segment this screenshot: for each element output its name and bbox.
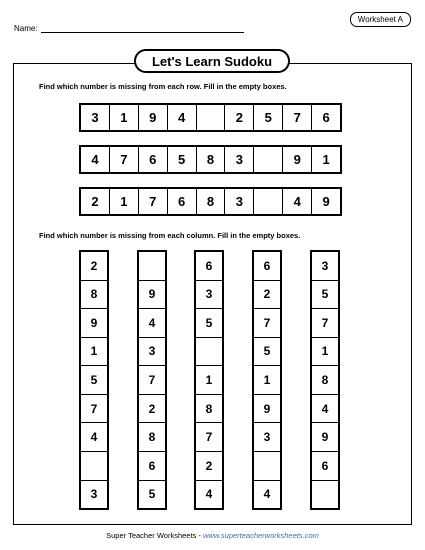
given-number-cell: 3 (196, 281, 222, 310)
given-number-cell: 6 (196, 252, 222, 281)
name-input-line[interactable] (41, 24, 244, 33)
given-number-cell: 6 (168, 189, 197, 214)
given-number-cell: 5 (312, 281, 338, 310)
footer-separator: - (196, 531, 203, 540)
given-number-cell: 3 (81, 105, 110, 130)
given-number-cell: 9 (139, 281, 165, 310)
given-number-cell: 9 (312, 423, 338, 452)
name-field-row (14, 24, 244, 33)
given-number-cell: 6 (254, 252, 280, 281)
footer (0, 531, 425, 540)
given-number-cell: 6 (322, 110, 330, 125)
given-number-cell: 2 (196, 452, 222, 481)
given-number-cell: 4 (205, 487, 213, 502)
column-puzzle-3 (194, 250, 224, 510)
given-number-cell: 8 (139, 423, 165, 452)
column-instructions: Find which number is missing from each column. Fill in the empty boxes. (39, 231, 301, 240)
empty-answer-box[interactable] (254, 189, 283, 214)
given-number-cell: 5 (254, 105, 283, 130)
given-number-cell: 4 (139, 309, 165, 338)
given-number-cell: 8 (81, 281, 107, 310)
given-number-cell: 2 (81, 252, 107, 281)
given-number-cell: 8 (197, 189, 226, 214)
given-number-cell: 5 (81, 366, 107, 395)
given-number-cell: 7 (254, 309, 280, 338)
column-puzzle-1 (79, 250, 109, 510)
given-number-cell: 1 (110, 189, 139, 214)
given-number-cell: 7 (196, 423, 222, 452)
given-number-cell: 4 (263, 487, 271, 502)
row-puzzle-2 (79, 145, 342, 174)
given-number-cell: 7 (139, 189, 168, 214)
empty-answer-box[interactable] (197, 105, 226, 130)
given-number-cell: 2 (81, 189, 110, 214)
given-number-cell: 5 (254, 338, 280, 367)
given-number-cell: 9 (254, 395, 280, 424)
given-number-cell: 1 (81, 338, 107, 367)
given-number-cell: 1 (312, 338, 338, 367)
given-number-cell: 6 (139, 452, 165, 481)
empty-answer-box[interactable] (254, 147, 283, 172)
given-number-cell: 3 (254, 423, 280, 452)
given-number-cell: 3 (225, 147, 254, 172)
given-number-cell: 7 (139, 366, 165, 395)
empty-answer-box[interactable] (139, 252, 165, 281)
given-number-cell: 3 (90, 487, 98, 502)
column-puzzle-5 (310, 250, 340, 510)
given-number-cell: 5 (168, 147, 197, 172)
empty-answer-box[interactable] (254, 452, 280, 481)
given-number-cell: 5 (196, 309, 222, 338)
given-number-cell: 7 (81, 395, 107, 424)
footer-url-link[interactable]: www.superteacherworksheets.com (202, 531, 319, 540)
given-number-cell: 3 (225, 189, 254, 214)
given-number-cell: 9 (322, 194, 330, 209)
name-label: Name: (14, 24, 38, 33)
given-number-cell: 5 (148, 487, 156, 502)
given-number-cell: 9 (139, 105, 168, 130)
given-number-cell: 8 (197, 147, 226, 172)
given-number-cell: 2 (139, 395, 165, 424)
empty-answer-box[interactable] (196, 338, 222, 367)
row-puzzle-3 (79, 187, 342, 216)
page-title: Let's Learn Sudoku (134, 49, 290, 73)
given-number-cell: 4 (81, 423, 107, 452)
given-number-cell: 8 (312, 366, 338, 395)
column-puzzle-4 (252, 250, 282, 510)
given-number-cell: 6 (312, 452, 338, 481)
footer-brand: Super Teacher Worksheets (106, 531, 197, 540)
given-number-cell: 9 (283, 147, 312, 172)
given-number-cell: 7 (110, 147, 139, 172)
given-number-cell: 4 (283, 189, 312, 214)
given-number-cell: 7 (312, 309, 338, 338)
given-number-cell: 2 (225, 105, 254, 130)
given-number-cell: 4 (168, 105, 197, 130)
given-number-cell: 1 (196, 366, 222, 395)
given-number-cell: 2 (254, 281, 280, 310)
empty-answer-box[interactable] (81, 452, 107, 481)
given-number-cell: 3 (139, 338, 165, 367)
empty-answer-box[interactable] (312, 481, 338, 509)
row-instructions: Find which number is missing from each row. Fill in the empty boxes. (39, 82, 287, 91)
given-number-cell: 9 (81, 309, 107, 338)
worksheet-badge: Worksheet A (350, 12, 411, 27)
row-puzzle-1 (79, 103, 342, 132)
given-number-cell: 7 (283, 105, 312, 130)
given-number-cell: 3 (312, 252, 338, 281)
given-number-cell: 1 (322, 152, 330, 167)
given-number-cell: 1 (110, 105, 139, 130)
given-number-cell: 6 (139, 147, 168, 172)
column-puzzle-2 (137, 250, 167, 510)
given-number-cell: 1 (254, 366, 280, 395)
given-number-cell: 4 (312, 395, 338, 424)
given-number-cell: 8 (196, 395, 222, 424)
given-number-cell: 4 (81, 147, 110, 172)
